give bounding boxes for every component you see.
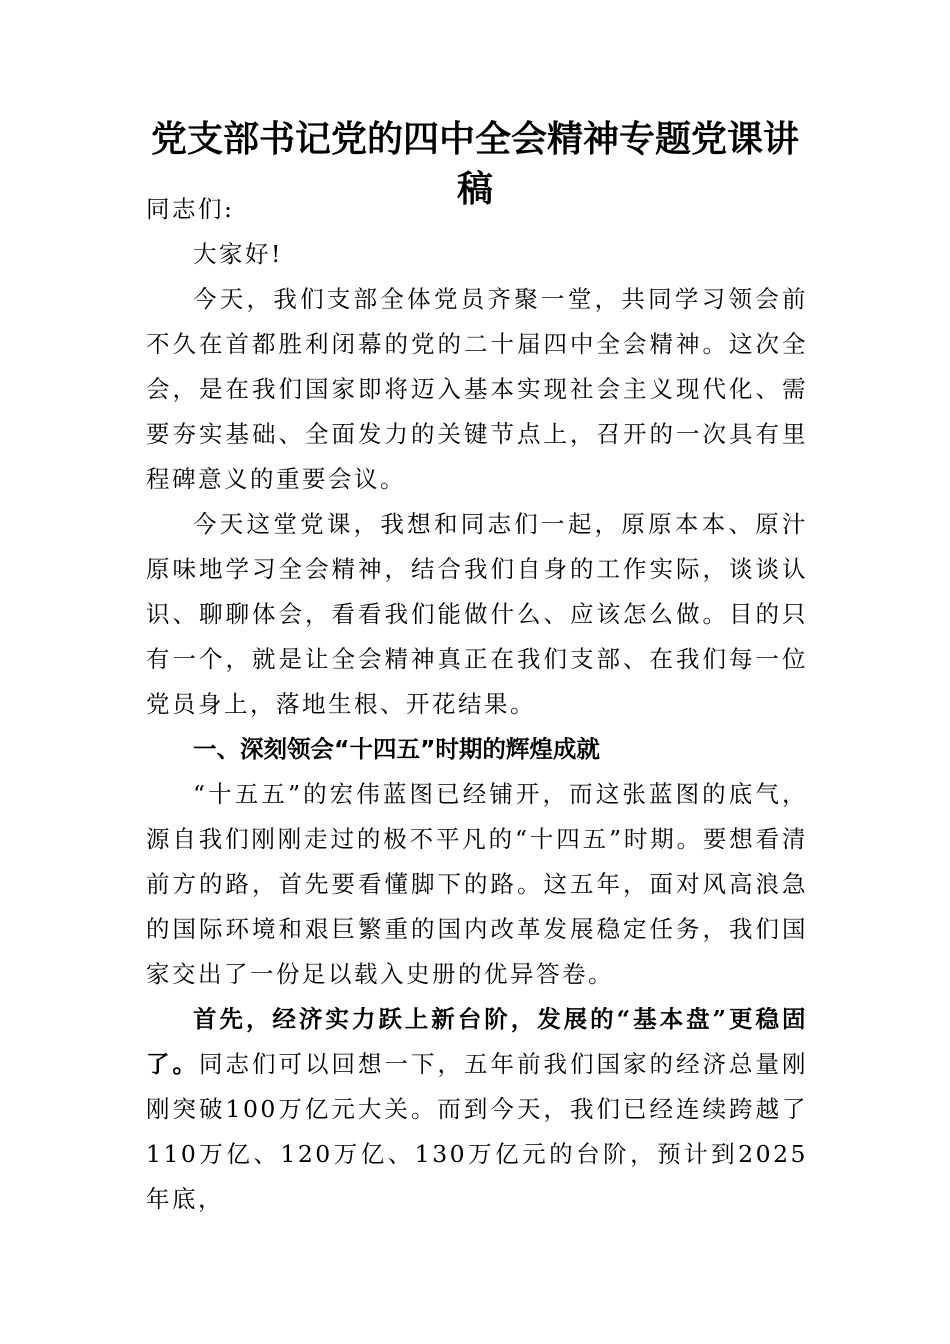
paragraph-economy-lead: 首先，经济实力跃上新台阶，发展的“基本盘”更稳固了。 <box>146 1005 808 1078</box>
paragraph-intro: 今天，我们支部全体党员齐聚一堂，共同学习领会前不久在首都胜利闭幕的党的二十届四中全会精神。这次全会，是在我们国家即将迈入基本实现社会主义现代化、需要夯实基础、全面发力的关键节点上，召开的一次具有里程碑意义的重要会议。 <box>146 285 808 493</box>
section-heading-1: 一、深刻领会“十四五”时期的辉煌成就 <box>193 735 600 763</box>
salutation: 同志们: <box>146 195 235 223</box>
document-title: 党支部书记党的四中全会精神专题党课讲稿 <box>150 118 799 210</box>
document-body <box>146 187 808 1222</box>
paragraph-achievements: “十五五”的宏伟蓝图已经铺开，而这张蓝图的底气，源自我们刚刚走过的极不平凡的“十四五”时期。要想看清前方的路，首先要看懂脚下的路。这五年，面对风高浪急的国际环境和艰巨繁重的国内改革发展稳定任务，我们国家交出了一份足以载入史册的优异答卷。 <box>146 780 808 988</box>
paragraph-purpose: 今天这堂党课，我想和同志们一起，原原本本、原汁原味地学习全会精神，结合我们自身的工作实际，谈谈认识、聊聊体会，看看我们能做什么、应该怎么做。目的只有一个，就是让全会精神真正在我们支部、在我们每一位党员身上，落地生根、开花结果。 <box>146 510 808 718</box>
paragraph-economy <box>146 997 808 1222</box>
paragraph-economy-text: 同志们可以回想一下，五年前我们国家的经济总量刚刚突破100万亿元大关。而到今天，我们已经连续跨越了110万亿、120万亿、130万亿元的台阶，预计到2025年底， <box>146 1050 808 1213</box>
greeting: 大家好! <box>193 240 283 268</box>
